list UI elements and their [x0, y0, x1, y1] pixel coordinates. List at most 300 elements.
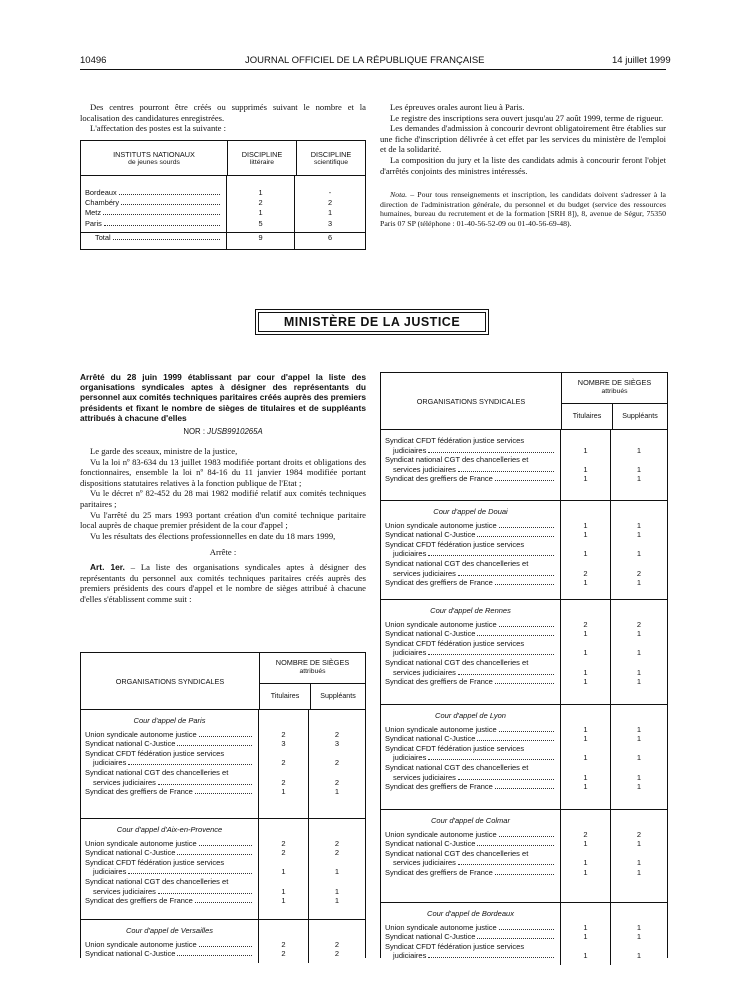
spacer — [561, 540, 610, 550]
court-suppleants — [611, 903, 667, 965]
org-name: Syndicat des greffiers de France — [385, 782, 493, 792]
header-line: scientifique — [313, 159, 348, 166]
spacer — [561, 942, 610, 952]
org-name-line2: services judiciaires — [393, 772, 456, 782]
suppleants-value: 1 — [636, 772, 642, 782]
court-section — [81, 819, 365, 920]
dot-leader — [177, 854, 252, 855]
titulaires-value: 1 — [583, 629, 588, 639]
journal-title: JOURNAL OFFICIEL DE LA RÉPUBLIQUE FRANÇAISE — [245, 55, 485, 66]
org-name-cont — [385, 549, 556, 559]
org-name-cont — [385, 951, 556, 961]
spacer — [611, 540, 667, 550]
dot-leader — [458, 471, 554, 472]
seats-subheaders — [562, 404, 667, 429]
suppleants-header: Suppléants — [320, 692, 356, 701]
suppleants-value: 3 — [334, 739, 340, 749]
suppleants-value: 1 — [636, 858, 642, 868]
dot-leader — [195, 902, 252, 903]
dot-leader — [458, 575, 554, 576]
institute-name: Paris — [85, 218, 102, 228]
org-name-cont — [385, 858, 556, 868]
org-name-cont — [385, 773, 556, 783]
decree-block — [80, 372, 366, 604]
court-name: Cour d'appel de Versailles — [125, 926, 214, 935]
dot-leader — [177, 955, 252, 956]
titulaires-value: 3 — [281, 739, 286, 749]
seats-header — [562, 373, 667, 404]
court-suppleants — [611, 600, 667, 704]
suppleants-value: 1 — [636, 782, 642, 792]
court-suppleants — [611, 705, 667, 809]
header-line: INSTITUTS NATIONAUX — [113, 150, 195, 159]
article-text: – La liste des organisations syndicales aptes à désigner des représentants du personnel aux comités techniques paritaires créés auprès des premiers présidents des cours d'appel et le nombre de sièges attribué à chacune d'elles s'établissent comme suit : — [80, 561, 366, 604]
col-header-scientific — [297, 141, 365, 175]
suppleants-value: 1 — [636, 648, 642, 658]
court-titulaires — [561, 501, 611, 599]
org-name: Syndicat des greffiers de France — [85, 896, 193, 906]
court-suppleants — [309, 920, 365, 963]
institute-name: Metz — [85, 208, 102, 218]
org-row — [85, 848, 254, 858]
titulaires-value: 1 — [583, 549, 588, 559]
seats-subheaders — [260, 684, 365, 709]
top-left-block — [80, 102, 366, 134]
spacer — [561, 559, 610, 569]
court-name: Cour d'appel de Colmar — [431, 816, 510, 825]
literary-value: 2 — [258, 198, 263, 208]
institute-name: Chambéry — [85, 198, 120, 208]
org-name: Syndicat national CGT des chancelleries et — [385, 558, 529, 568]
nor-label: NOR : — [183, 427, 208, 437]
nor-code: JUSB9910265A — [207, 427, 263, 437]
dot-leader — [177, 745, 252, 746]
org-name-line2: services judiciaires — [393, 464, 456, 474]
court-titulaires — [561, 705, 611, 809]
article-label: Art. 1er. — [90, 561, 125, 572]
decree-paragraphs — [80, 446, 366, 541]
titulaires-value: 1 — [583, 951, 588, 961]
spacer — [561, 849, 610, 859]
titulaires-value: 1 — [583, 578, 588, 588]
dot-leader — [199, 845, 252, 846]
org-name: Syndicat des greffiers de France — [385, 578, 493, 588]
titulaires-value: 1 — [583, 667, 588, 677]
suppleants-value: 1 — [636, 677, 642, 687]
dot-leader — [495, 584, 554, 585]
titulaires-value: 2 — [583, 619, 588, 629]
total-label: Total — [95, 232, 111, 242]
scientific-value: 1 — [327, 208, 333, 218]
titulaires-value: 1 — [583, 839, 588, 849]
org-row — [85, 839, 254, 849]
dot-leader — [104, 225, 220, 226]
institute-labels — [81, 176, 227, 249]
suppleants-value: 1 — [636, 724, 642, 734]
org-name: Syndicat national C-Justice — [85, 949, 176, 959]
org-name: Syndicat national CGT des chancelleries et — [385, 848, 529, 858]
court-orgs — [381, 600, 561, 704]
spacer — [611, 436, 667, 446]
org-name: Union syndicale autonome justice — [385, 829, 497, 839]
institute-row-label — [85, 219, 222, 229]
titulaires-value: 1 — [583, 677, 588, 687]
court-suppleants — [611, 501, 667, 599]
col-header-institutes — [81, 141, 228, 175]
titulaires-value: 1 — [583, 858, 588, 868]
org-name: Syndicat des greffiers de France — [385, 677, 493, 687]
nor-line — [80, 427, 366, 436]
suppleants-value: 2 — [334, 758, 340, 768]
titulaires-value: 2 — [281, 949, 286, 959]
titulaires-value: 1 — [583, 782, 588, 792]
suppleants-value: 1 — [636, 951, 642, 961]
titulaires-value: 2 — [583, 568, 588, 578]
dot-leader — [195, 793, 252, 794]
titulaires-value: 1 — [583, 520, 588, 530]
suppleants-value: 1 — [636, 474, 642, 484]
suppleants-value: 2 — [334, 729, 340, 739]
dot-leader — [458, 674, 554, 675]
org-name: Union syndicale autonome justice — [85, 838, 197, 848]
top-right-block — [380, 102, 666, 229]
titulaires-value: 2 — [281, 848, 286, 858]
suppleants-value: 1 — [334, 867, 340, 877]
org-name-cont — [85, 778, 254, 788]
court-suppleants — [611, 430, 667, 500]
suppleants-value: 1 — [636, 922, 642, 932]
paragraph: Le registre des inscriptions sera ouvert jusqu'au 27 août 1999, terme de rigueur. — [390, 112, 664, 123]
org-name-line2: services judiciaires — [393, 858, 456, 868]
decree-paragraph: Vu le décret nº 82-452 du 28 mai 1982 modifié relatif aux comités techniques paritaires ; — [80, 488, 366, 509]
institutes-table — [80, 140, 366, 250]
org-name: Syndicat des greffiers de France — [85, 787, 193, 797]
dot-leader — [477, 845, 554, 846]
suppleants-value: 2 — [636, 829, 642, 839]
org-name: Syndicat CFDT fédération justice services — [85, 857, 225, 867]
dot-leader — [428, 654, 554, 655]
titulaires-value: 1 — [281, 886, 286, 896]
org-name-cont — [385, 446, 556, 456]
dot-leader — [428, 957, 554, 958]
org-row — [85, 949, 254, 959]
total-scientific: 6 — [295, 232, 365, 243]
paragraph: Les demandes d'admission à concourir devront obligatoirement être établies sur une fiche d'inscription délivrée à cet effet par les services du ministère de l'emploi et de la solidarité. — [380, 123, 666, 155]
org-name-line2: services judiciaires — [393, 667, 456, 677]
org-name-line2: services judiciaires — [393, 568, 456, 578]
org-name: Union syndicale autonome justice — [385, 520, 497, 530]
titulaires-value: 1 — [583, 772, 588, 782]
suppleants-value: 1 — [636, 839, 642, 849]
ministry-banner — [255, 309, 489, 335]
org-name: Syndicat national C-Justice — [385, 932, 476, 942]
dot-leader — [128, 764, 252, 765]
note — [380, 190, 666, 228]
spacer — [611, 455, 667, 465]
spacer — [259, 749, 308, 759]
titulaires-value: 1 — [583, 922, 588, 932]
org-row — [385, 620, 556, 630]
org-header-text: ORGANISATIONS SYNDICALES — [416, 396, 526, 406]
header-line: de jeunes sourds — [128, 159, 180, 166]
court-name: Cour d'appel de Lyon — [435, 711, 506, 720]
org-row — [85, 730, 254, 740]
dot-leader — [158, 784, 252, 785]
dot-leader — [499, 626, 554, 627]
suppleants-value: 1 — [636, 578, 642, 588]
org-name-cont — [385, 465, 556, 475]
suppleants-value: 2 — [334, 838, 340, 848]
org-name: Union syndicale autonome justice — [385, 724, 497, 734]
court-orgs — [81, 819, 259, 919]
spacer — [309, 858, 365, 868]
titulaires-value: 1 — [281, 787, 286, 797]
literary-value: 1 — [258, 188, 263, 197]
org-name-line2: judiciaires — [93, 867, 127, 877]
org-name: Syndicat des greffiers de France — [385, 867, 493, 877]
suppleants-value: 1 — [334, 886, 340, 896]
org-name: Syndicat national CGT des chancelleries et — [85, 767, 229, 777]
org-name-line2: judiciaires — [393, 648, 427, 658]
org-column-header — [81, 653, 260, 709]
suppleants-value: 1 — [636, 464, 642, 474]
spacer — [611, 658, 667, 668]
dot-leader — [113, 239, 220, 240]
org-row — [385, 578, 556, 588]
spacer — [561, 436, 610, 446]
org-name: Syndicat CFDT fédération justice services — [85, 748, 225, 758]
org-name: Syndicat des greffiers de France — [385, 474, 493, 484]
org-name-cont — [85, 887, 254, 897]
dot-leader — [158, 893, 252, 894]
court-section — [381, 903, 667, 965]
org-name: Syndicat national C-Justice — [385, 530, 476, 540]
court-section — [381, 705, 667, 810]
court-name: Cour d'appel de Rennes — [430, 606, 511, 615]
suppleants-value: 1 — [636, 549, 642, 559]
dot-leader — [428, 452, 554, 453]
seats-header — [260, 653, 365, 684]
note-text: – Pour tous renseignements et inscription, les candidats doivent s'adresser à la direction de l'administration générale, du personnel et du budget (service des ressources humaines, bureau du recrutement et de la formation [SRH 8]), 8, avenue de Ségur, 75350 Paris 07 SP (téléphone : 01-40-56-52-09 ou 01-40-56-69-48). — [380, 190, 666, 228]
suppleants-header: Suppléants — [622, 412, 658, 421]
court-orgs — [381, 903, 561, 965]
spacer — [611, 744, 667, 754]
dot-leader — [477, 536, 554, 537]
court-section — [381, 600, 667, 705]
court-titulaires — [259, 819, 309, 919]
court-orgs — [381, 810, 561, 902]
dot-leader — [199, 736, 252, 737]
suppleants-value: 1 — [334, 787, 340, 797]
right-org-table — [380, 372, 668, 961]
titulaires-value: 1 — [281, 896, 286, 906]
col-header-literary — [228, 141, 297, 175]
article-1 — [80, 562, 366, 604]
org-name: Union syndicale autonome justice — [385, 922, 497, 932]
court-name: Cour d'appel de Douai — [433, 507, 508, 516]
dot-leader — [499, 929, 554, 930]
org-name: Union syndicale autonome justice — [385, 619, 497, 629]
org-name-line2: judiciaires — [393, 753, 427, 763]
seats-column-header — [260, 653, 365, 709]
court-name: Cour d'appel d'Aix-en-Provence — [116, 825, 223, 834]
institute-name: Bordeaux — [85, 188, 117, 197]
court-suppleants — [309, 819, 365, 919]
scientific-value: - — [328, 188, 332, 197]
scientific-values — [295, 176, 365, 249]
scientific-value: 3 — [327, 218, 333, 228]
titulaires-value: 2 — [281, 729, 286, 739]
dot-leader — [499, 731, 554, 732]
court-section — [381, 810, 667, 903]
dot-leader — [199, 946, 252, 947]
suppleants-value: 1 — [334, 896, 340, 906]
seats-header-line: NOMBRE DE SIÈGES — [577, 378, 652, 388]
org-row — [385, 629, 556, 639]
titulaires-value: 1 — [583, 464, 588, 474]
org-name: Syndicat CFDT fédération justice services — [385, 638, 525, 648]
titulaires-value: 2 — [281, 939, 286, 949]
org-name-line2: judiciaires — [393, 549, 427, 559]
decree-paragraph: Vu les résultats des élections professionnelles en date du 18 mars 1999, — [90, 530, 336, 541]
table-column-headers — [381, 373, 667, 430]
table-column-headers — [81, 653, 365, 710]
titulaires-value: 1 — [583, 724, 588, 734]
org-name: Union syndicale autonome justice — [85, 729, 197, 739]
dot-leader — [119, 194, 220, 195]
titulaires-value: 1 — [583, 474, 588, 484]
header-rule — [80, 69, 666, 70]
literary-value: 1 — [258, 208, 263, 218]
dot-leader — [495, 683, 554, 684]
spacer — [611, 942, 667, 952]
spacer — [611, 849, 667, 859]
court-section — [381, 501, 667, 600]
court-orgs — [381, 705, 561, 809]
org-column-header — [381, 373, 562, 429]
dot-leader — [477, 635, 554, 636]
dot-leader — [428, 555, 554, 556]
court-orgs — [81, 710, 259, 818]
suppleants-value: 2 — [636, 568, 642, 578]
spacer — [259, 877, 308, 887]
dot-leader — [477, 938, 554, 939]
court-titulaires — [561, 600, 611, 704]
org-name: Syndicat national C-Justice — [385, 629, 476, 639]
org-header-text: ORGANISATIONS SYNDICALES — [115, 676, 225, 686]
org-row — [85, 896, 254, 906]
suppleants-value: 1 — [636, 753, 642, 763]
org-name-line2: judiciaires — [93, 758, 127, 768]
org-name: Syndicat national C-Justice — [385, 734, 476, 744]
titulaires-value: 2 — [281, 838, 286, 848]
org-name: Syndicat CFDT fédération justice services — [385, 743, 525, 753]
header-date: 14 juillet 1999 — [612, 55, 671, 66]
paragraph: La composition du jury et la liste des candidats admis à concourir feront l'objet d'arrêtés conjoints des ministres intéressés. — [380, 154, 666, 176]
left-org-table — [80, 652, 366, 958]
org-name-cont — [385, 753, 556, 763]
spacer — [561, 763, 610, 773]
org-name-line2: services judiciaires — [93, 886, 156, 896]
suppleants-value: 1 — [636, 445, 642, 455]
paragraph: Les épreuves orales auront lieu à Paris. — [390, 102, 525, 112]
org-row — [385, 868, 556, 878]
dot-leader — [128, 873, 252, 874]
court-orgs — [381, 501, 561, 599]
spacer — [309, 877, 365, 887]
spacer — [309, 768, 365, 778]
court-section — [81, 920, 365, 963]
dot-leader — [428, 759, 554, 760]
suppleants-value: 2 — [334, 949, 340, 959]
org-name-cont — [385, 668, 556, 678]
titulaires-value: 1 — [583, 932, 588, 942]
org-row — [385, 923, 556, 933]
spacer — [611, 763, 667, 773]
org-name: Syndicat national CGT des chancelleries et — [385, 657, 529, 667]
court-titulaires — [561, 903, 611, 965]
org-row — [385, 782, 556, 792]
total-row-label — [81, 232, 226, 243]
court-titulaires — [259, 920, 309, 963]
dot-leader — [495, 480, 554, 481]
titulaires-value: 2 — [583, 829, 588, 839]
suppleants-value: 1 — [636, 667, 642, 677]
titulaires-value: 1 — [583, 734, 588, 744]
org-name: Syndicat national C-Justice — [85, 848, 176, 858]
header-line: DISCIPLINE — [241, 150, 283, 159]
titulaires-value: 2 — [281, 758, 286, 768]
org-row — [385, 839, 556, 849]
org-row — [385, 725, 556, 735]
literary-values — [227, 176, 295, 249]
titulaires-value: 1 — [583, 530, 588, 540]
org-name: Syndicat CFDT fédération justice services — [385, 941, 525, 951]
seats-header-line: attribués — [299, 667, 326, 675]
suppleants-value: 2 — [334, 777, 340, 787]
org-name: Union syndicale autonome justice — [85, 939, 197, 949]
suppleants-value: 1 — [636, 734, 642, 744]
paragraph: L'affectation des postes est la suivante : — [90, 123, 226, 134]
org-name: Syndicat CFDT fédération justice services — [385, 539, 525, 549]
org-row — [385, 677, 556, 687]
org-row — [385, 530, 556, 540]
total-literary: 9 — [227, 232, 294, 243]
court-orgs — [381, 430, 561, 500]
spacer — [309, 749, 365, 759]
suppleants-value: 2 — [334, 848, 340, 858]
spacer — [561, 744, 610, 754]
dot-leader — [499, 836, 554, 837]
dot-leader — [458, 779, 554, 780]
court-titulaires — [561, 430, 611, 500]
seats-header-line: attribués — [601, 387, 628, 395]
org-name-cont — [85, 867, 254, 877]
org-name: Syndicat national CGT des chancelleries et — [385, 762, 529, 772]
suppleants-value: 1 — [636, 867, 642, 877]
titulaires-value: 1 — [583, 648, 588, 658]
page-number: 10496 — [80, 55, 107, 66]
dot-leader — [495, 874, 554, 875]
spacer — [259, 858, 308, 868]
court-suppleants — [309, 710, 365, 818]
court-section — [381, 430, 667, 501]
dot-leader — [495, 788, 554, 789]
institute-row-label — [85, 188, 222, 198]
org-name: Syndicat national CGT des chancelleries et — [85, 876, 229, 886]
titulaires-value: 1 — [281, 867, 286, 877]
org-row — [85, 787, 254, 797]
